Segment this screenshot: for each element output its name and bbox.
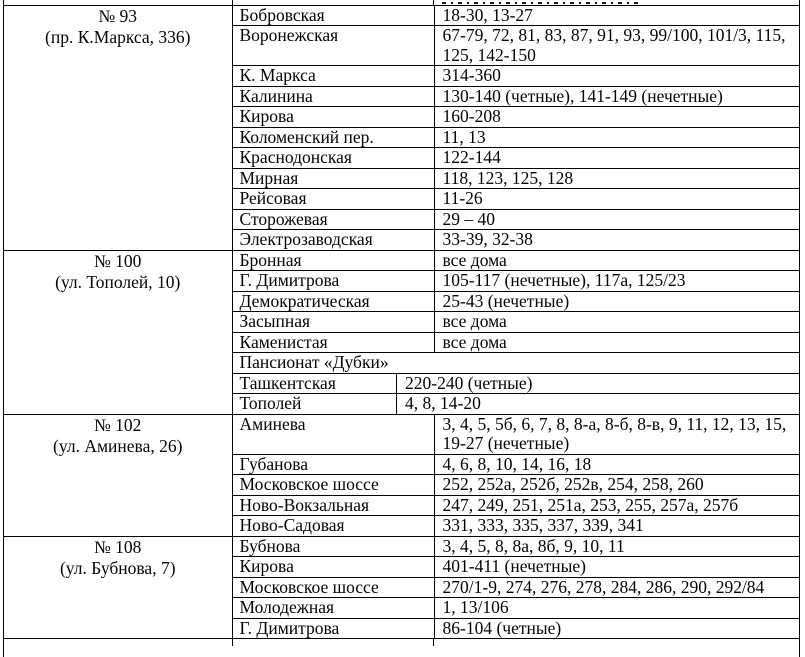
clipped-text-fragment (442, 2, 638, 4)
table-row (233, 107, 800, 128)
street-name-cell: Краснодонская (233, 148, 435, 168)
table-body (4, 6, 799, 640)
street-name-cell: Ташкентская (233, 374, 398, 394)
table-row (233, 374, 800, 395)
table-row (233, 292, 800, 313)
house-numbers-cell: все дома (442, 311, 507, 331)
house-numbers-cell: 331, 333, 335, 337, 339, 341 (442, 515, 644, 535)
clipped-street-cell (233, 639, 435, 646)
house-numbers-cell: 220-240 (четные) (405, 372, 533, 393)
house-numbers-cell: 11, 13 (442, 126, 486, 147)
street-name-cell: Сторожевая (233, 210, 435, 230)
house-numbers-cell: 11-26 (442, 188, 483, 208)
street-name-cell: Каменистая (233, 333, 435, 353)
house-numbers-cell: все дома (442, 249, 507, 270)
table-row (233, 578, 800, 599)
table-row (233, 26, 800, 66)
school-section (4, 6, 799, 251)
school-number: № 93 (98, 5, 138, 26)
street-name-cell: Кирова (233, 557, 435, 577)
table-row (233, 251, 800, 272)
street-name-cell: Пансионат «Дубки» (239, 353, 389, 372)
table-row (233, 475, 800, 496)
street-name-cell: Молодежная (233, 598, 435, 618)
school-address: (ул. Аминева, 26) (53, 435, 183, 456)
clipped-row-bottom (4, 639, 799, 646)
table-row (233, 619, 800, 639)
house-numbers-cell: 3, 4, 5, 5б, 6, 7, 8, 8-а, 8-б, 8-в, 9, 11, 12, 13, 15, 19-27 (нечетные) (442, 413, 787, 453)
clipped-school-cell (4, 639, 233, 646)
table-row (233, 148, 800, 169)
house-numbers-cell: 130-140 (четные), 141-149 (нечетные) (442, 85, 723, 106)
street-name-cell: К. Маркса (233, 66, 435, 86)
school-number: № 100 (94, 250, 142, 271)
house-numbers-cell: 3, 4, 5, 8, 8а, 8б, 9, 10, 11 (442, 535, 625, 556)
table-row (233, 210, 800, 231)
street-name-cell: Московское шоссе (233, 475, 435, 495)
house-numbers-cell: 4, 8, 14-20 (405, 393, 481, 413)
table-row (233, 333, 800, 354)
street-name-cell: Аминева (233, 415, 435, 454)
table-row (233, 128, 800, 149)
table-row (233, 598, 800, 619)
street-name-cell: Губанова (233, 455, 435, 475)
street-name-cell: Бронная (233, 251, 435, 271)
street-name-cell: Засыпная (233, 312, 435, 332)
district-assignment-table (3, 0, 800, 657)
clipped-street-cell (233, 0, 435, 5)
house-numbers-cell: все дома (442, 331, 507, 352)
table-row (233, 557, 800, 578)
school-cell (4, 6, 233, 250)
street-name-cell: Мирная (233, 169, 435, 189)
school-number: № 102 (94, 414, 142, 435)
table-row (233, 271, 800, 292)
street-rows (233, 251, 800, 414)
table-row (233, 394, 800, 414)
table-row (233, 66, 800, 87)
street-rows (233, 537, 800, 639)
table-row (233, 169, 800, 190)
house-numbers-cell: 118, 123, 125, 128 (442, 167, 574, 188)
street-name-cell: Воронежская (233, 26, 435, 65)
house-numbers-cell: 252, 252а, 252б, 252в, 254, 258, 260 (442, 474, 704, 494)
clipped-school-cell (4, 0, 233, 5)
street-rows (233, 6, 800, 250)
house-numbers-cell: 1, 13/106 (442, 597, 509, 617)
school-cell (4, 415, 233, 536)
table-row (233, 189, 800, 210)
school-section (4, 415, 799, 537)
house-numbers-cell: 314-360 (442, 65, 501, 85)
school-cell (4, 537, 233, 639)
table-row (233, 537, 800, 558)
street-name-cell: Коломенский пер. (233, 128, 435, 148)
house-numbers-cell: 105-117 (нечетные), 117а, 125/23 (442, 270, 686, 290)
house-numbers-cell: 86-104 (четные) (442, 617, 562, 638)
school-address: (ул. Бубнова, 7) (59, 557, 176, 578)
school-address: (пр. К.Маркса, 336) (45, 26, 191, 47)
table-row (233, 415, 800, 455)
house-numbers-cell: 25-43 (нечетные) (442, 290, 570, 311)
street-rows (233, 415, 800, 536)
street-name-cell: Демократическая (233, 292, 435, 312)
school-cell (4, 251, 233, 414)
street-name-cell: Г. Димитрова (233, 271, 435, 291)
house-numbers-cell: 67-79, 72, 81, 83, 87, 91, 93, 99/100, 101/3, 115, 125, 142-150 (442, 25, 786, 65)
table-row (233, 312, 800, 333)
house-numbers-cell: 160-208 (442, 106, 501, 126)
house-numbers-cell: 270/1-9, 274, 276, 278, 284, 286, 290, 292/84 (442, 576, 765, 597)
street-name-cell: Ново-Садовая (233, 516, 435, 536)
house-numbers-cell: 18-30, 13-27 (442, 4, 533, 25)
house-numbers-cell: 4, 6, 8, 10, 14, 16, 18 (442, 453, 592, 474)
house-numbers-cell: 401-411 (нечетные) (442, 556, 587, 576)
school-section (4, 251, 799, 415)
clipped-houses-cell (434, 639, 799, 646)
house-numbers-cell: 33-39, 32-38 (442, 229, 533, 249)
street-name-cell: Московское шоссе (233, 578, 435, 598)
street-name-cell: Тополей (233, 394, 398, 414)
street-name-cell: Г. Димитрова (233, 619, 435, 639)
table-row (233, 353, 800, 374)
table-row (233, 230, 800, 250)
street-name-cell: Электрозаводская (233, 230, 435, 250)
table-row (233, 496, 800, 517)
street-name-cell: Ново-Вокзальная (233, 496, 435, 516)
street-name-cell: Бубнова (233, 537, 435, 557)
house-numbers-cell: 29 – 40 (442, 208, 495, 229)
clipped-houses-cell (434, 0, 799, 5)
table-row (233, 516, 800, 536)
house-numbers-cell: 247, 249, 251, 251а, 253, 255, 257а, 257б (442, 494, 739, 515)
table-row (233, 455, 800, 476)
school-address: (ул. Тополей, 10) (55, 271, 181, 292)
house-numbers-cell: 122-144 (442, 147, 501, 167)
street-name-cell: Рейсовая (233, 189, 435, 209)
table-row (233, 87, 800, 108)
street-name-cell: Калинина (233, 87, 435, 107)
school-section (4, 537, 799, 640)
street-name-cell: Кирова (233, 107, 435, 127)
street-name-cell: Бобровская (233, 6, 435, 26)
school-number: № 108 (94, 536, 142, 557)
table-row (233, 6, 800, 27)
